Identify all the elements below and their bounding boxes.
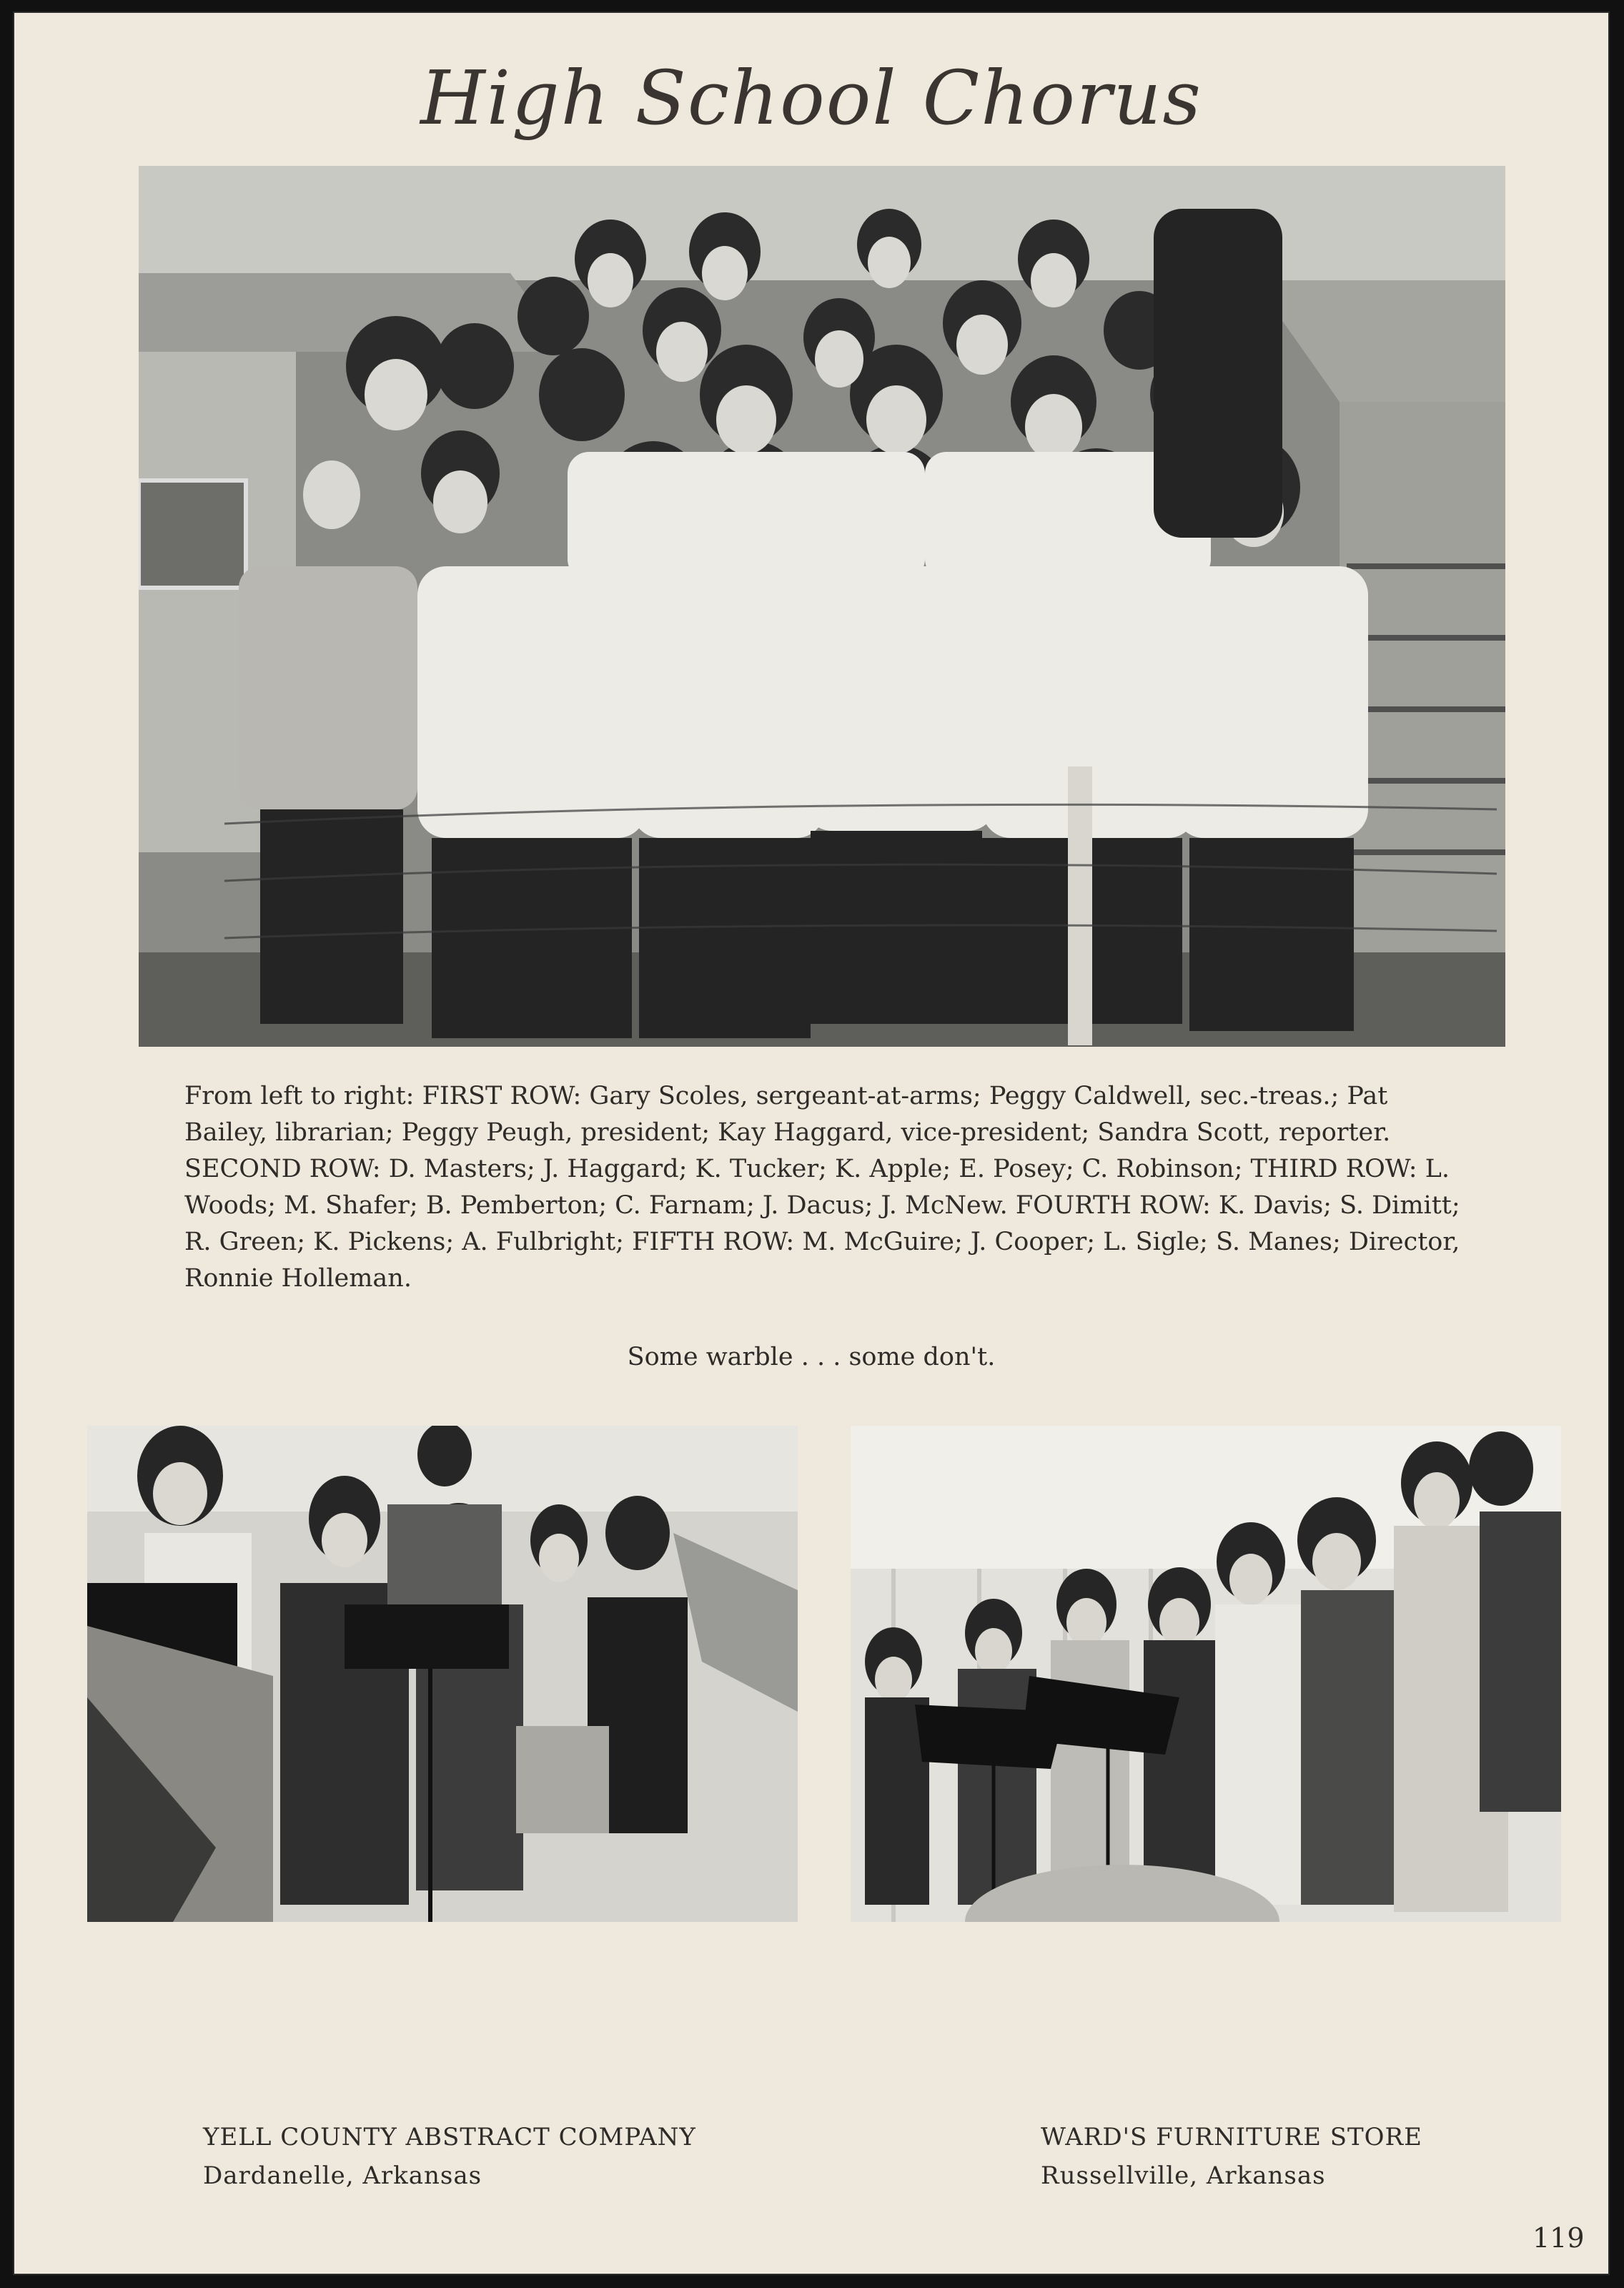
chorus-group-photo — [139, 166, 1505, 1047]
ad-wards-furniture — [1041, 2118, 1422, 2195]
rehearsal-photo-image — [87, 1426, 798, 1922]
page-number: 119 — [1533, 2222, 1585, 2254]
ad-name: YELL COUNTY ABSTRACT COMPANY — [203, 2123, 696, 2151]
ad-location: Russellville, Arkansas — [1041, 2161, 1326, 2190]
photo-caption: From left to right: FIRST ROW: Gary Scoles, sergeant-at-arms; Peggy Caldwell, sec.-treas.; Pat Bailey, librarian; Peggy Peugh, president; Kay Haggard, vice-president; Sandra Scott, reporter. SECOND ROW: D. Masters; J. Haggard; K. Tucker; K. Apple; E. Posey; C. Robinson; THIRD ROW: L. Woods; M. Shafer; B. Pemberton; C. Farnam; J. Dacus; J. McNew. FOURTH ROW: K. Davis; S. Dimitt; R. Green; K. Pickens; A. Fulbright; FIFTH ROW: M. McGuire; J. Cooper; L. Sigle; S. Manes; Director, Ronnie Holleman. — [184, 1082, 1460, 1293]
sub-caption: Some warble . . . some don't. — [627, 1343, 996, 1371]
singing-photo-image — [851, 1426, 1561, 1922]
ad-yell-county-abstract — [203, 2118, 696, 2195]
ad-location: Dardanelle, Arkansas — [203, 2161, 482, 2190]
chorus-singing-photo — [851, 1426, 1561, 1922]
yearbook-page — [13, 11, 1610, 2275]
ad-name: WARD'S FURNITURE STORE — [1041, 2123, 1422, 2151]
group-photo-image — [139, 166, 1505, 1047]
chorus-rehearsal-photo — [87, 1426, 798, 1922]
page-title: High School Chorus — [420, 54, 1202, 142]
